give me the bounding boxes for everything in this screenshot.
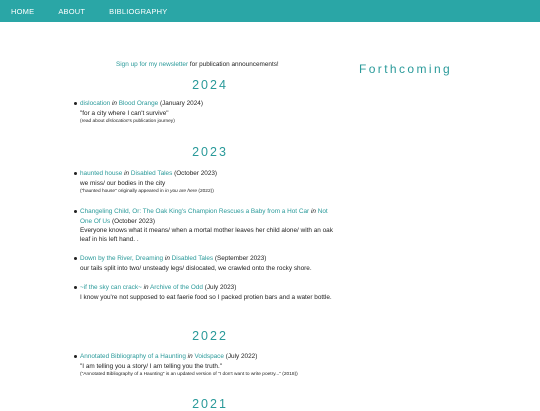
entry-quote: our tails split into two/ unsteady legs/ dislocated, we crawled onto the rocky shore.	[80, 264, 312, 272]
entry-quote: we miss/ our bodies in the city	[80, 179, 166, 187]
entry-link[interactable]: haunted house	[80, 170, 123, 177]
entry-link[interactable]: Annotated Bibliography of a Haunting	[80, 353, 186, 360]
venue-link[interactable]: Voidspace	[194, 353, 224, 360]
year-heading-2024: 2024	[192, 78, 228, 92]
venue-link[interactable]: Disabled Tales	[130, 170, 173, 177]
entry-title-line	[74, 207, 339, 226]
entry-link[interactable]: Down by the River, Dreaming	[80, 255, 164, 262]
entry-in: in	[124, 170, 130, 177]
nav-bibliography[interactable]: BIBLIOGRAPHY	[109, 6, 168, 16]
entry-title-line	[74, 99, 339, 109]
newsletter-text: for publication announcements!	[188, 61, 279, 68]
entry-in: in	[310, 208, 316, 215]
entry-in: in	[143, 284, 149, 291]
list-item	[74, 283, 339, 302]
entry-date: (January 2024)	[159, 100, 203, 107]
entry-title-line	[74, 283, 339, 293]
list-item	[74, 352, 339, 379]
entry-date: (July 2023)	[204, 284, 237, 291]
venue-link[interactable]: Archive of the Odd	[150, 284, 203, 291]
entry-date: (September 2023)	[214, 255, 267, 262]
entry-quote: Everyone knows what it means/ when a mortal mother leaves her child alone/ with an oak leaf in his left hand. .	[80, 227, 333, 243]
entry-title-line	[74, 169, 339, 179]
entry-quote: I know you're not supposed to eat faerie food so I packed protien bars and a water bottle.	[80, 293, 332, 301]
venue-link[interactable]: Not One Of Us	[80, 208, 328, 225]
list-item	[74, 99, 339, 126]
entry-date: (October 2023)	[111, 217, 155, 225]
nav-home[interactable]: HOME	[11, 6, 35, 16]
entry-link[interactable]: dislocation	[80, 100, 111, 107]
entry-quote: "I am telling you a story/ I am telling you the truth."	[80, 362, 223, 370]
entry-note: (read about dislocation's publication journey)	[80, 118, 175, 124]
list-item	[74, 254, 339, 273]
list-item	[74, 207, 339, 244]
year-heading-2022: 2022	[192, 329, 228, 343]
entry-in: in	[164, 255, 170, 262]
entry-in: in	[187, 353, 193, 360]
entry-date: (October 2023)	[174, 170, 218, 177]
entry-in: in	[111, 100, 117, 107]
entry-link[interactable]: Changeling Child, Or: The Oak King's Champion Rescues a Baby from a Hot Car	[80, 208, 310, 215]
venue-link[interactable]: Blood Orange	[118, 100, 159, 107]
top-navbar	[0, 0, 540, 22]
entry-note: ("Annotated Bibliography of a Haunting" is an updated version of "I don't want to write poetry..." (2018))	[80, 371, 298, 377]
year-heading-2021: 2021	[192, 397, 228, 411]
forthcoming-heading: Forthcoming	[359, 62, 453, 76]
entry-note: ("haunted house" originally appeared in in you are here (2022))	[80, 188, 214, 194]
newsletter-line	[116, 61, 279, 68]
entry-date: (July 2022)	[225, 353, 258, 360]
list-item	[74, 169, 339, 196]
entry-link[interactable]: ~if the sky can crack~	[80, 284, 142, 291]
entry-quote: "for a city where I can't survive"	[80, 109, 169, 117]
entry-title-line	[74, 254, 339, 264]
nav-about[interactable]: ABOUT	[58, 6, 86, 16]
newsletter-link[interactable]: Sign up for my newsletter	[116, 61, 189, 68]
year-heading-2023: 2023	[192, 145, 228, 159]
venue-link[interactable]: Disabled Tales	[171, 255, 214, 262]
entry-title-line	[74, 352, 339, 362]
